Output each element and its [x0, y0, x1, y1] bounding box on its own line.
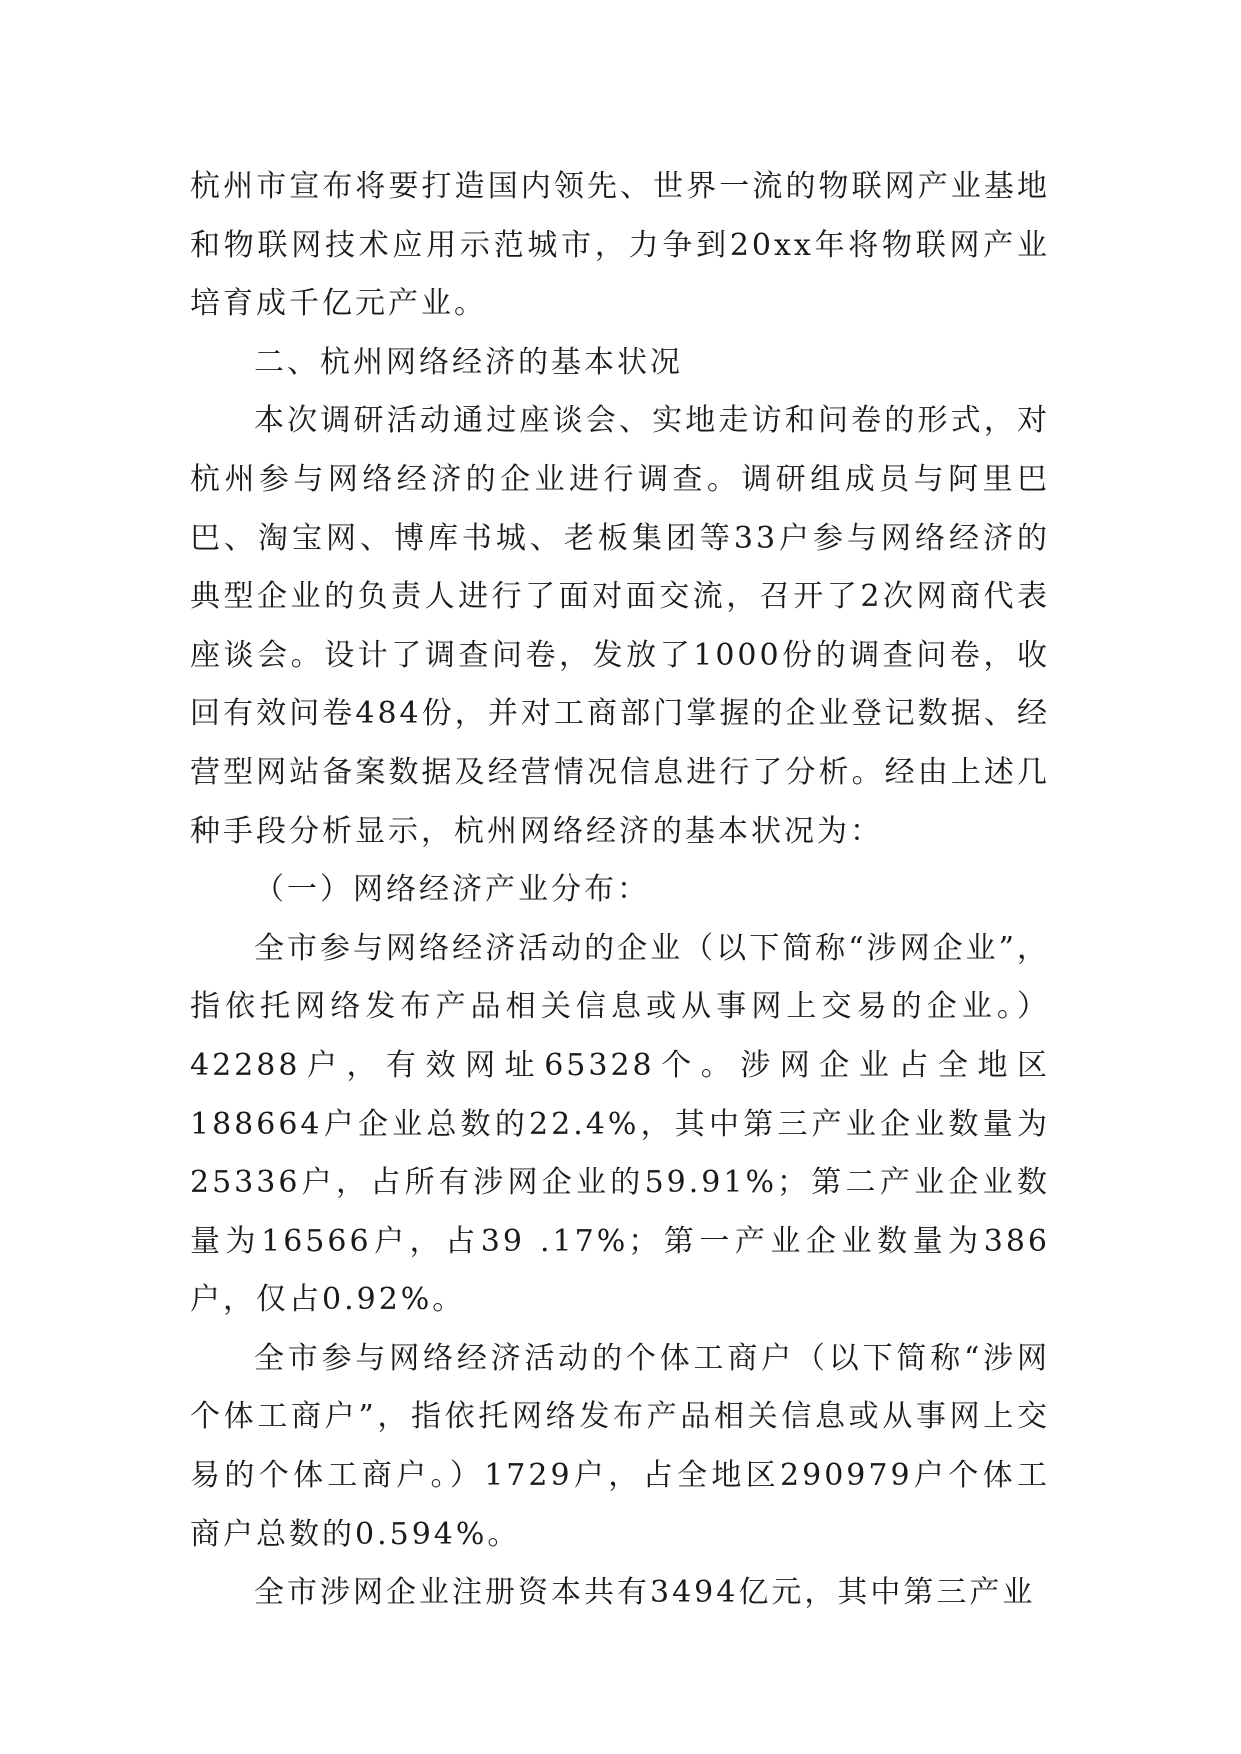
- paragraph-individual-business-stats: 全市参与网络经济活动的个体工商户（以下简称“涉网个体工商户”，指依托网络发布产品相关信息或从事网上交易的个体工商户。）1729户，占全地区290979户个体工商户总数的0.594%。: [190, 1340, 1050, 1552]
- section-heading: 二、杭州网络经济的基本状况: [254, 344, 683, 380]
- paragraph-intro-continuation: 杭州市宣布将要打造国内领先、世界一流的物联网产业基地和物联网技术应用示范城市，力争到20xx年将物联网产业培育成千亿元产业。: [190, 169, 1050, 322]
- paragraph-registered-capital: 全市涉网企业注册资本共有3494亿元，其中第三产业: [254, 1575, 1036, 1611]
- paragraph-enterprise-stats: 全市参与网络经济活动的企业（以下简称“涉网企业”，指依托网络发布产品相关信息或从事网上交易的企业。）42288户，有效网址65328个。涉网企业占全地区188664户企业总数的22.4%，其中第三产业企业数量为25336户，占所有涉网企业的59.91%；第二产业企业数量为16566户，占39 .17%；第一产业企业数量为386户，仅占0.92%。: [190, 930, 1050, 1318]
- paragraph-survey-method: 本次调研活动通过座谈会、实地走访和问卷的形式，对杭州参与网络经济的企业进行调查。调研组成员与阿里巴巴、淘宝网、博库书城、老板集团等33户参与网络经济的典型企业的负责人进行了面对面交流，召开了2次网商代表座谈会。设计了调查问卷，发放了1000份的调查问卷，收回有效问卷484份，并对工商部门掌握的企业登记数据、经营型网站备案数据及经营情况信息进行了分析。经由上述几种手段分析显示，杭州网络经济的基本状况为：: [190, 403, 1050, 849]
- document-body: [190, 158, 1050, 1623]
- subsection-heading: （一）网络经济产业分布：: [254, 872, 650, 908]
